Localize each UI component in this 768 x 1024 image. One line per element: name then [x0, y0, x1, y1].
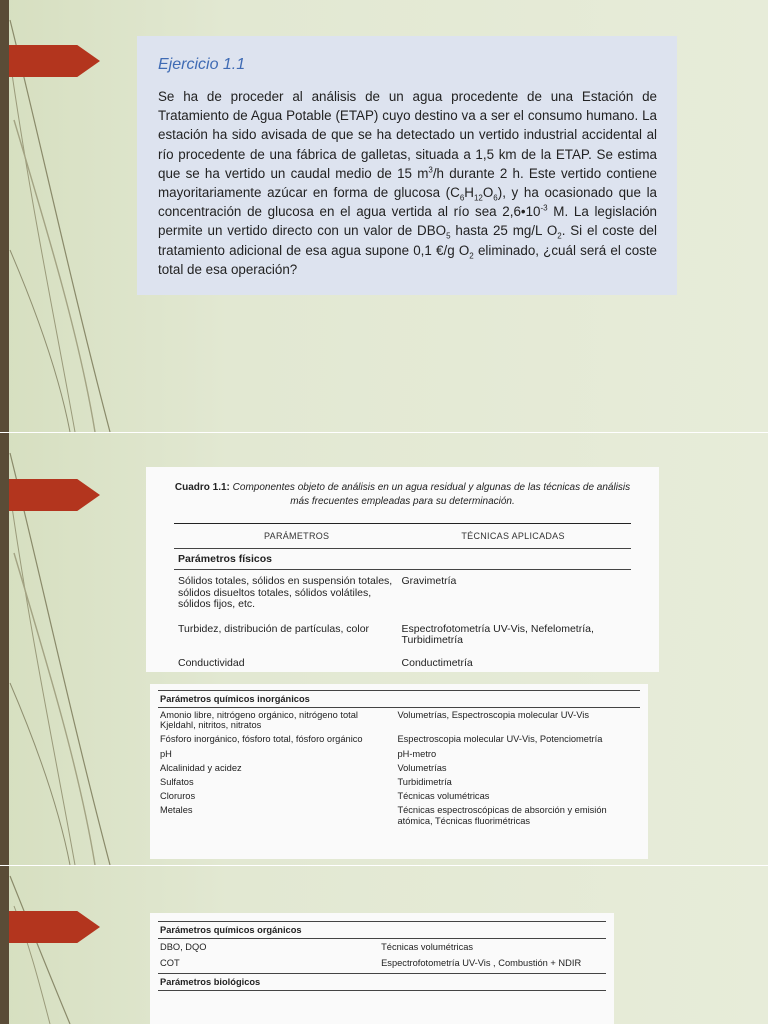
table-row: Amonio libre, nitrógeno orgánico, nitrógeno total Kjeldahl, nitritos, nitratos Volumetrías, Espectroscopia molecular UV-Vis [160, 710, 589, 731]
section-inorganic: Parámetros químicos inorgánicos [160, 694, 310, 704]
table-row: DBO, DQO Técnicas volumétricas [160, 942, 474, 952]
exercise-title: Ejercicio 1.1 [158, 56, 246, 73]
table-row: Sólidos totales, sólidos en suspensión totales, sólidos disueltos totales, sólidos volátiles, sólidos fijos, etc. Gravimetría [178, 575, 457, 610]
slide-2 [0, 433, 768, 865]
table-row: Cloruros Técnicas volumétricas [160, 791, 490, 802]
header-tech: TÉCNICAS APLICADAS [461, 531, 565, 541]
table-row: COT Espectrofotometría UV-Vis , Combustión + NDIR [160, 958, 582, 969]
section-biological: Parámetros biológicos [160, 977, 261, 988]
table-1-header [174, 524, 631, 548]
table-row: Alcalinidad y acidez Volumetrías [160, 762, 447, 773]
header-param: PARÁMETROS [264, 531, 330, 541]
slide-1 [0, 0, 768, 432]
table-2-image [150, 684, 648, 859]
table-row: pH pH-metro [160, 748, 437, 759]
table-row: Metales Técnicas espectroscópicas de absorción y emisión atómica, Técnicas fluorimétricas [160, 805, 607, 826]
exercise-box [137, 36, 677, 295]
decorative-swoosh [0, 866, 140, 1024]
slide-3 [0, 866, 768, 1024]
table-1-image [146, 467, 659, 672]
section-organic: Parámetros químicos orgánicos [160, 925, 302, 935]
table-row: Fósforo inorgánico, fósforo total, fósforo orgánico Espectroscopia molecular UV-Vis, Potenciometría [160, 734, 603, 745]
section-physical: Parámetros físicos [178, 553, 272, 565]
exercise-text: Se ha de proceder al análisis de un agua procedente de una Estación de Tratamiento de Agua Potable (ETAP) cuyo destino va a ser el consumo humano. La estación ha sido avisada de que se ha detectado un vertido industrial accidental al río procedente de una fábrica de galletas, situada a 1,5 km de la ETAP. Se estima que se ha vertido un caudal medio de 15 $m^3/h$ durante 2 h. Este vertido contiene mayoritariamente azúcar en forma de glucosa $(C_6H_{12}O_6)$, y ha ocasionado que la concentración de glucosa en el agua vertida al río sea $2,6•10^{-3}$ M. La legislación permite un vertido directo con un valor de $DBO_5$ hasta 25 mg/L $O_2$. Si el coste del tratamiento adicional de esa agua supone 0,1 €/g $O_2$ eliminado, ¿cuál será el coste total de esa operación? [158, 89, 658, 277]
table-1-caption: Cuadro 1.1: Componentes objeto de análisis en un agua residual y algunas de las técnicas de análisis más frecuentes empleadas para su determinación. [174, 482, 631, 507]
table-row: Sulfatos Turbidimetría [160, 777, 452, 788]
table-3-image [150, 913, 614, 1024]
table-row: Turbidez, distribución de partículas, color Espectrofotometría UV-Vis, Nefelometría, Turbidimetría [178, 622, 594, 646]
table-row: Conductividad Conductimetría [178, 656, 473, 669]
